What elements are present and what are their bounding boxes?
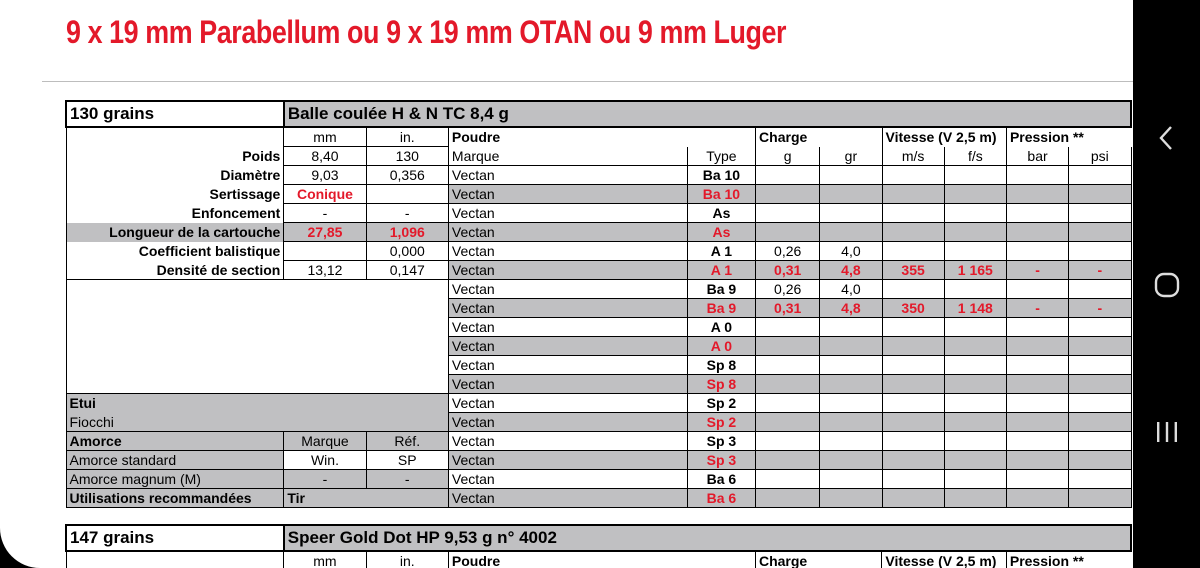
utilisations-value: Tir xyxy=(284,489,449,508)
unit-mm-2: mm xyxy=(284,551,366,568)
prop-in: 0,356 xyxy=(366,166,448,185)
load-ms xyxy=(882,337,944,356)
load-psi xyxy=(1069,166,1131,185)
prop-in: 0,000 xyxy=(366,242,448,261)
prop-label: Poids xyxy=(66,147,284,166)
load-bar: - xyxy=(1006,299,1068,318)
load-fs xyxy=(944,318,1006,337)
load-ms xyxy=(882,318,944,337)
load-ms: 355 xyxy=(882,261,944,280)
load-psi xyxy=(1069,356,1131,375)
powder-brand: Vectan xyxy=(448,166,687,185)
load-fs xyxy=(944,413,1006,432)
g-header: g xyxy=(756,147,820,166)
load-row xyxy=(66,394,1131,413)
grains-header-2: 147 grains xyxy=(66,525,284,551)
load-row xyxy=(66,223,1131,242)
prop-mm: 27,85 xyxy=(284,223,366,242)
powder-brand: Vectan xyxy=(448,356,687,375)
load-bar xyxy=(1006,166,1068,185)
load-g xyxy=(756,318,820,337)
load-psi xyxy=(1069,375,1131,394)
powder-brand: Vectan xyxy=(448,318,687,337)
load-ms xyxy=(882,166,944,185)
load-psi: - xyxy=(1069,299,1131,318)
load-bar xyxy=(1006,470,1068,489)
load-psi xyxy=(1069,185,1131,204)
ms-header: m/s xyxy=(882,147,944,166)
pression-header: Pression ** xyxy=(1006,127,1131,147)
marque-header: Marque xyxy=(448,147,687,166)
recents-button[interactable] xyxy=(1133,420,1200,444)
amorce-magnum-ref: - xyxy=(366,470,448,489)
blank-area xyxy=(66,280,448,394)
load-table-147-grains xyxy=(65,524,1132,568)
load-ms xyxy=(882,489,944,508)
load-gr xyxy=(820,166,882,185)
recents-icon xyxy=(1153,420,1181,444)
load-fs xyxy=(944,185,1006,204)
android-nav-bar xyxy=(1133,0,1200,568)
load-fs xyxy=(944,204,1006,223)
powder-type: Sp 8 xyxy=(687,356,755,375)
load-g xyxy=(756,451,820,470)
vitesse-header-2: Vitesse (V 2,5 m) xyxy=(882,551,1006,568)
bullet-header: Balle coulée H & N TC 8,4 g xyxy=(284,101,1131,127)
bullet-header-2: Speer Gold Dot HP 9,53 g n° 4002 xyxy=(284,525,1131,551)
load-bar: - xyxy=(1006,261,1068,280)
load-gr xyxy=(820,356,882,375)
powder-type: Sp 3 xyxy=(687,432,755,451)
load-fs xyxy=(944,337,1006,356)
load-gr xyxy=(820,318,882,337)
type-header: Type xyxy=(687,147,755,166)
header-divider xyxy=(42,81,1133,82)
load-bar xyxy=(1006,204,1068,223)
load-bar xyxy=(1006,185,1068,204)
load-ms xyxy=(882,375,944,394)
powder-type: Ba 9 xyxy=(687,280,755,299)
load-ms xyxy=(882,451,944,470)
powder-type: As xyxy=(687,204,755,223)
load-ms xyxy=(882,185,944,204)
load-g xyxy=(756,394,820,413)
amorce-magnum-marque: - xyxy=(284,470,366,489)
load-fs xyxy=(944,432,1006,451)
fs-header: f/s xyxy=(944,147,1006,166)
load-gr xyxy=(820,432,882,451)
load-g xyxy=(756,413,820,432)
load-row xyxy=(66,204,1131,223)
load-gr: 4,8 xyxy=(820,299,882,318)
prop-mm xyxy=(284,242,366,261)
charge-header: Charge xyxy=(756,127,820,147)
load-ms xyxy=(882,413,944,432)
powder-brand: Vectan xyxy=(448,223,687,242)
powder-brand: Vectan xyxy=(448,204,687,223)
back-button[interactable] xyxy=(1133,124,1200,152)
load-gr xyxy=(820,204,882,223)
etui-value: Fiocchi xyxy=(66,413,448,432)
powder-type: Sp 2 xyxy=(687,394,755,413)
bar-header: bar xyxy=(1006,147,1068,166)
load-gr xyxy=(820,375,882,394)
load-bar xyxy=(1006,280,1068,299)
prop-mm: - xyxy=(284,204,366,223)
prop-in: - xyxy=(366,204,448,223)
load-g: 0,31 xyxy=(756,261,820,280)
amorce-magnum-label: Amorce magnum (M) xyxy=(66,470,284,489)
load-psi xyxy=(1069,318,1131,337)
amorce-ref-header: Réf. xyxy=(366,432,448,451)
load-psi xyxy=(1069,337,1131,356)
poudre-header: Poudre xyxy=(448,127,687,147)
prop-label: Sertissage xyxy=(66,185,284,204)
load-g xyxy=(756,489,820,508)
powder-brand: Vectan xyxy=(448,432,687,451)
powder-brand: Vectan xyxy=(448,337,687,356)
prop-label: Coefficient balistique xyxy=(66,242,284,261)
load-psi xyxy=(1069,204,1131,223)
amorce-marque-header: Marque xyxy=(284,432,366,451)
load-psi xyxy=(1069,394,1131,413)
load-g xyxy=(756,356,820,375)
load-g xyxy=(756,375,820,394)
vitesse-header: Vitesse (V 2,5 m) xyxy=(882,127,1006,147)
load-gr xyxy=(820,185,882,204)
prop-label: Densité de section xyxy=(66,261,284,280)
load-g xyxy=(756,166,820,185)
powder-brand: Vectan xyxy=(448,299,687,318)
powder-type: Sp 8 xyxy=(687,375,755,394)
load-fs: 1 165 xyxy=(944,261,1006,280)
load-fs xyxy=(944,223,1006,242)
powder-brand: Vectan xyxy=(448,242,687,261)
load-row xyxy=(66,261,1131,280)
load-bar xyxy=(1006,394,1068,413)
load-bar xyxy=(1006,318,1068,337)
load-g xyxy=(756,432,820,451)
powder-brand: Vectan xyxy=(448,413,687,432)
prop-in: 1,096 xyxy=(366,223,448,242)
load-psi: - xyxy=(1069,261,1131,280)
powder-brand: Vectan xyxy=(448,375,687,394)
load-ms xyxy=(882,280,944,299)
load-g: 0,26 xyxy=(756,242,820,261)
powder-brand: Vectan xyxy=(448,185,687,204)
prop-label: Enfoncement xyxy=(66,204,284,223)
prop-mm: 13,12 xyxy=(284,261,366,280)
powder-type: A 0 xyxy=(687,337,755,356)
load-psi xyxy=(1069,242,1131,261)
load-g: 0,26 xyxy=(756,280,820,299)
load-gr: 4,8 xyxy=(820,261,882,280)
load-fs xyxy=(944,166,1006,185)
home-button[interactable] xyxy=(1133,271,1200,299)
powder-type: Ba 6 xyxy=(687,470,755,489)
load-gr xyxy=(820,489,882,508)
load-fs xyxy=(944,489,1006,508)
powder-brand: Vectan xyxy=(448,394,687,413)
load-fs xyxy=(944,451,1006,470)
load-bar xyxy=(1006,242,1068,261)
load-gr xyxy=(820,394,882,413)
load-ms xyxy=(882,470,944,489)
prop-in: 0,147 xyxy=(366,261,448,280)
load-fs xyxy=(944,356,1006,375)
load-g xyxy=(756,185,820,204)
load-psi xyxy=(1069,451,1131,470)
load-ms xyxy=(882,356,944,375)
page-title: 9 x 19 mm Parabellum ou 9 x 19 mm OTAN ou 9 mm Luger xyxy=(66,14,787,50)
load-g xyxy=(756,337,820,356)
load-row xyxy=(66,166,1131,185)
unit-mm: mm xyxy=(284,127,366,147)
load-ms: 350 xyxy=(882,299,944,318)
utilisations-label: Utilisations recommandées xyxy=(66,489,284,508)
load-row xyxy=(66,470,1131,489)
load-psi xyxy=(1069,470,1131,489)
powder-type: A 1 xyxy=(687,242,755,261)
prop-mm: 9,03 xyxy=(284,166,366,185)
gr-header: gr xyxy=(820,147,882,166)
load-g xyxy=(756,204,820,223)
powder-brand: Vectan xyxy=(448,451,687,470)
powder-type: Sp 3 xyxy=(687,451,755,470)
load-g xyxy=(756,470,820,489)
load-psi xyxy=(1069,280,1131,299)
prop-in: 130 xyxy=(366,147,448,166)
powder-brand: Vectan xyxy=(448,261,687,280)
load-g: 0,31 xyxy=(756,299,820,318)
powder-type: Sp 2 xyxy=(687,413,755,432)
amorce-label: Amorce xyxy=(66,432,284,451)
poudre-header-2: Poudre xyxy=(448,551,687,568)
powder-type: Ba 10 xyxy=(687,166,755,185)
load-table-130-grains xyxy=(65,100,1132,508)
amorce-standard-marque: Win. xyxy=(284,451,366,470)
load-ms xyxy=(882,223,944,242)
pression-header-2: Pression ** xyxy=(1006,551,1131,568)
load-fs xyxy=(944,280,1006,299)
load-row xyxy=(66,432,1131,451)
prop-mm: Conique xyxy=(284,185,366,204)
load-ms xyxy=(882,432,944,451)
load-row xyxy=(66,489,1131,508)
load-row xyxy=(66,280,1131,299)
load-fs xyxy=(944,375,1006,394)
powder-type: As xyxy=(687,223,755,242)
prop-label: Longueur de la cartouche xyxy=(66,223,284,242)
prop-label: Diamètre xyxy=(66,166,284,185)
amorce-standard-label: Amorce standard xyxy=(66,451,284,470)
load-gr: 4,0 xyxy=(820,280,882,299)
powder-brand: Vectan xyxy=(448,280,687,299)
back-icon xyxy=(1156,124,1178,152)
load-fs xyxy=(944,242,1006,261)
load-psi xyxy=(1069,432,1131,451)
load-fs: 1 148 xyxy=(944,299,1006,318)
powder-type: Ba 9 xyxy=(687,299,755,318)
powder-brand: Vectan xyxy=(448,489,687,508)
load-psi xyxy=(1069,489,1131,508)
load-ms xyxy=(882,242,944,261)
load-bar xyxy=(1006,413,1068,432)
prop-in xyxy=(366,185,448,204)
load-psi xyxy=(1069,413,1131,432)
load-fs xyxy=(944,394,1006,413)
load-psi xyxy=(1069,223,1131,242)
load-row xyxy=(66,413,1131,432)
load-bar xyxy=(1006,451,1068,470)
load-gr xyxy=(820,413,882,432)
etui-label: Etui xyxy=(66,394,448,413)
load-gr xyxy=(820,451,882,470)
powder-type: A 1 xyxy=(687,261,755,280)
powder-type: Ba 10 xyxy=(687,185,755,204)
unit-in-2: in. xyxy=(366,551,448,568)
load-bar xyxy=(1006,223,1068,242)
powder-brand: Vectan xyxy=(448,470,687,489)
load-bar xyxy=(1006,489,1068,508)
load-g xyxy=(756,223,820,242)
powder-type: A 0 xyxy=(687,318,755,337)
load-ms xyxy=(882,204,944,223)
load-gr xyxy=(820,337,882,356)
psi-header: psi xyxy=(1069,147,1131,166)
load-gr: 4,0 xyxy=(820,242,882,261)
load-row xyxy=(66,242,1131,261)
load-gr xyxy=(820,470,882,489)
powder-type: Ba 6 xyxy=(687,489,755,508)
home-icon xyxy=(1153,271,1181,299)
load-gr xyxy=(820,223,882,242)
grains-header: 130 grains xyxy=(66,101,284,127)
unit-in: in. xyxy=(366,127,448,147)
load-ms xyxy=(882,394,944,413)
charge-header-2: Charge xyxy=(755,551,819,568)
load-row xyxy=(66,451,1131,470)
load-bar xyxy=(1006,356,1068,375)
load-row xyxy=(66,185,1131,204)
load-bar xyxy=(1006,337,1068,356)
amorce-standard-ref: SP xyxy=(366,451,448,470)
load-bar xyxy=(1006,432,1068,451)
blank-cell xyxy=(66,127,284,147)
load-fs xyxy=(944,470,1006,489)
prop-mm: 8,40 xyxy=(284,147,366,166)
load-bar xyxy=(1006,375,1068,394)
